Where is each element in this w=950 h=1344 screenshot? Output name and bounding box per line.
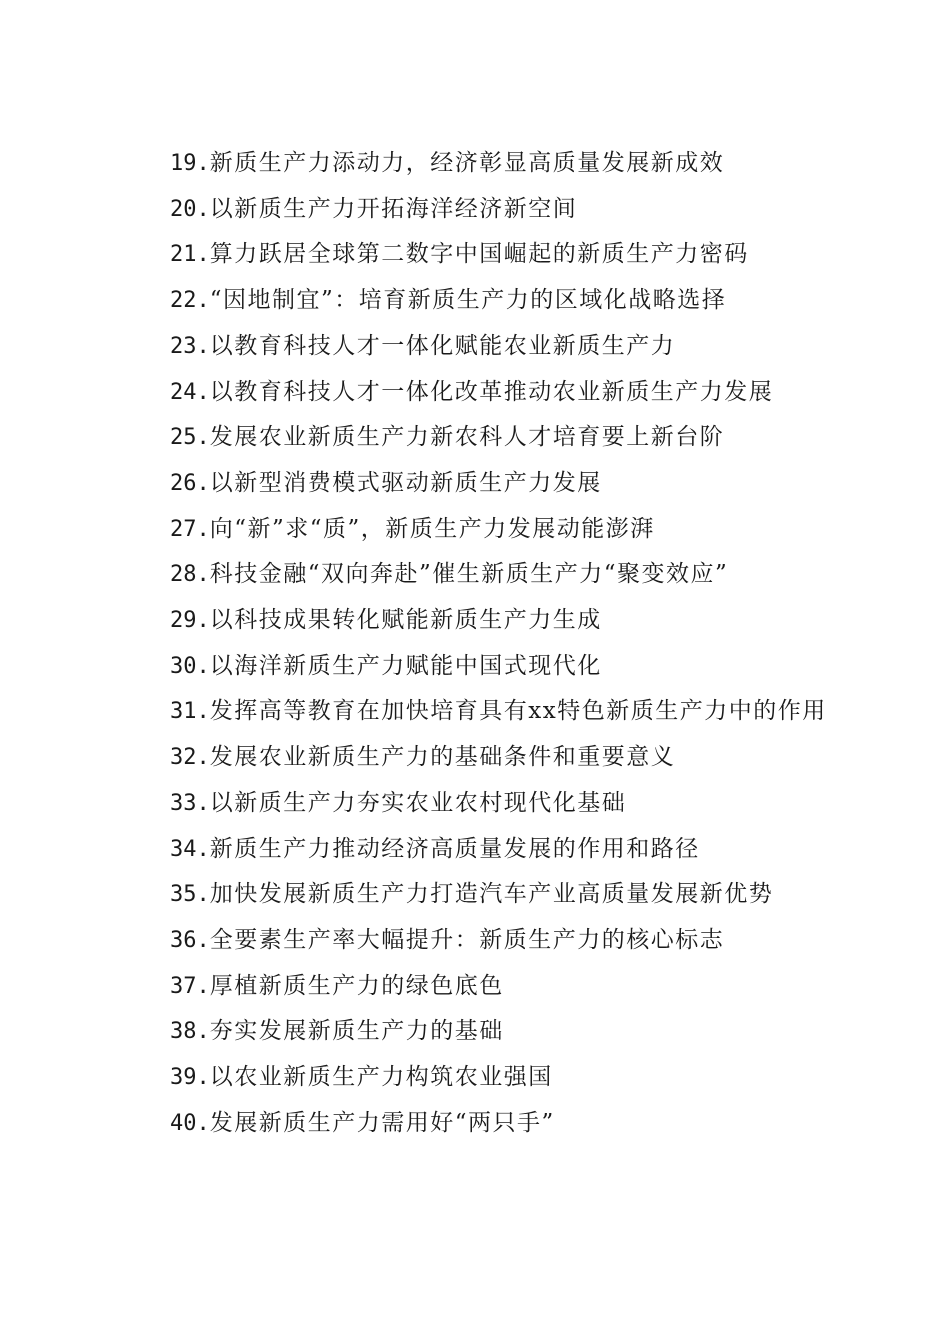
list-item — [120, 461, 830, 507]
list-item — [120, 187, 830, 233]
item-text: 以海洋新质生产力赋能中国式现代化 — [209, 652, 602, 679]
item-number: 38. — [170, 1019, 210, 1045]
item-text: 以新质生产力开拓海洋经济新空间 — [209, 195, 578, 222]
item-text: 以新质生产力夯实农业农村现代化基础 — [209, 789, 627, 816]
list-item — [120, 735, 830, 781]
list-item — [120, 370, 830, 416]
list-item — [120, 507, 830, 553]
item-text: 科技金融“双向奔赴”催生新质生产力“聚变效应” — [209, 561, 729, 588]
list-item — [120, 689, 830, 735]
item-text: 发展新质生产力需用好“两只手” — [209, 1109, 555, 1136]
item-number: 30. — [170, 653, 210, 679]
item-text: 新质生产力添动力，经济彰显高质量发展新成效 — [209, 150, 725, 176]
item-number: 21. — [170, 242, 210, 268]
item-text: 发展农业新质生产力新农科人才培育要上新台阶 — [209, 424, 725, 451]
list-item — [120, 141, 830, 187]
item-number: 27. — [170, 516, 210, 542]
item-number: 20. — [170, 196, 210, 222]
item-number: 28. — [170, 562, 210, 588]
item-text: 向“新”求“质”，新质生产力发展动能澎湃 — [209, 515, 655, 542]
item-number: 19. — [170, 151, 210, 176]
item-text: 以农业新质生产力构筑农业强国 — [209, 1064, 553, 1091]
list-item — [120, 1101, 830, 1147]
item-text: 以教育科技人才一体化改革推动农业新质生产力发展 — [209, 378, 774, 405]
item-number: 40. — [170, 1110, 210, 1136]
item-text: 厚植新质生产力的绿色底色 — [209, 972, 504, 999]
item-text: 全要素生产率大幅提升：新质生产力的核心标志 — [209, 926, 725, 953]
item-number: 39. — [170, 1065, 210, 1091]
item-number: 26. — [170, 470, 210, 496]
item-number: 32. — [170, 745, 210, 771]
item-number: 24. — [170, 379, 210, 405]
item-number: 23. — [170, 333, 210, 359]
list-item — [120, 278, 830, 324]
item-number: 31. — [170, 699, 210, 725]
item-text: 以新型消费模式驱动新质生产力发展 — [209, 469, 602, 496]
list-item — [120, 918, 830, 964]
list-item — [120, 827, 830, 873]
item-text: 加快发展新质生产力打造汽车产业高质量发展新优势 — [209, 881, 774, 908]
item-number: 29. — [170, 608, 210, 634]
list-item — [120, 1055, 830, 1101]
item-text: 发挥高等教育在加快培育具有xx特色新质生产力中的作用 — [209, 698, 827, 725]
item-text: 算力跃居全球第二数字中国崛起的新质生产力密码 — [209, 241, 749, 268]
list-item — [120, 781, 830, 827]
list-item — [120, 232, 830, 278]
item-text: “因地制宜”：培育新质生产力的区域化战略选择 — [209, 287, 727, 314]
item-number: 37. — [170, 973, 210, 999]
item-text: 以科技成果转化赋能新质生产力生成 — [209, 607, 602, 634]
item-number: 25. — [170, 425, 210, 451]
item-text: 发展农业新质生产力的基础条件和重要意义 — [209, 744, 676, 771]
item-number: 36. — [170, 927, 210, 953]
item-text: 夯实发展新质生产力的基础 — [209, 1018, 504, 1045]
list-item — [120, 415, 830, 461]
item-number: 35. — [170, 882, 210, 908]
list-item — [120, 1009, 830, 1055]
item-text: 以教育科技人才一体化赋能农业新质生产力 — [209, 332, 676, 359]
title-list — [120, 141, 830, 1146]
list-item — [120, 644, 830, 690]
list-item — [120, 598, 830, 644]
item-number: 22. — [170, 288, 210, 314]
list-item — [120, 872, 830, 918]
list-item — [120, 324, 830, 370]
item-number: 33. — [170, 790, 210, 816]
item-number: 34. — [170, 836, 210, 862]
list-item — [120, 552, 830, 598]
item-text: 新质生产力推动经济高质量发展的作用和路径 — [209, 835, 700, 862]
list-item — [120, 964, 830, 1010]
